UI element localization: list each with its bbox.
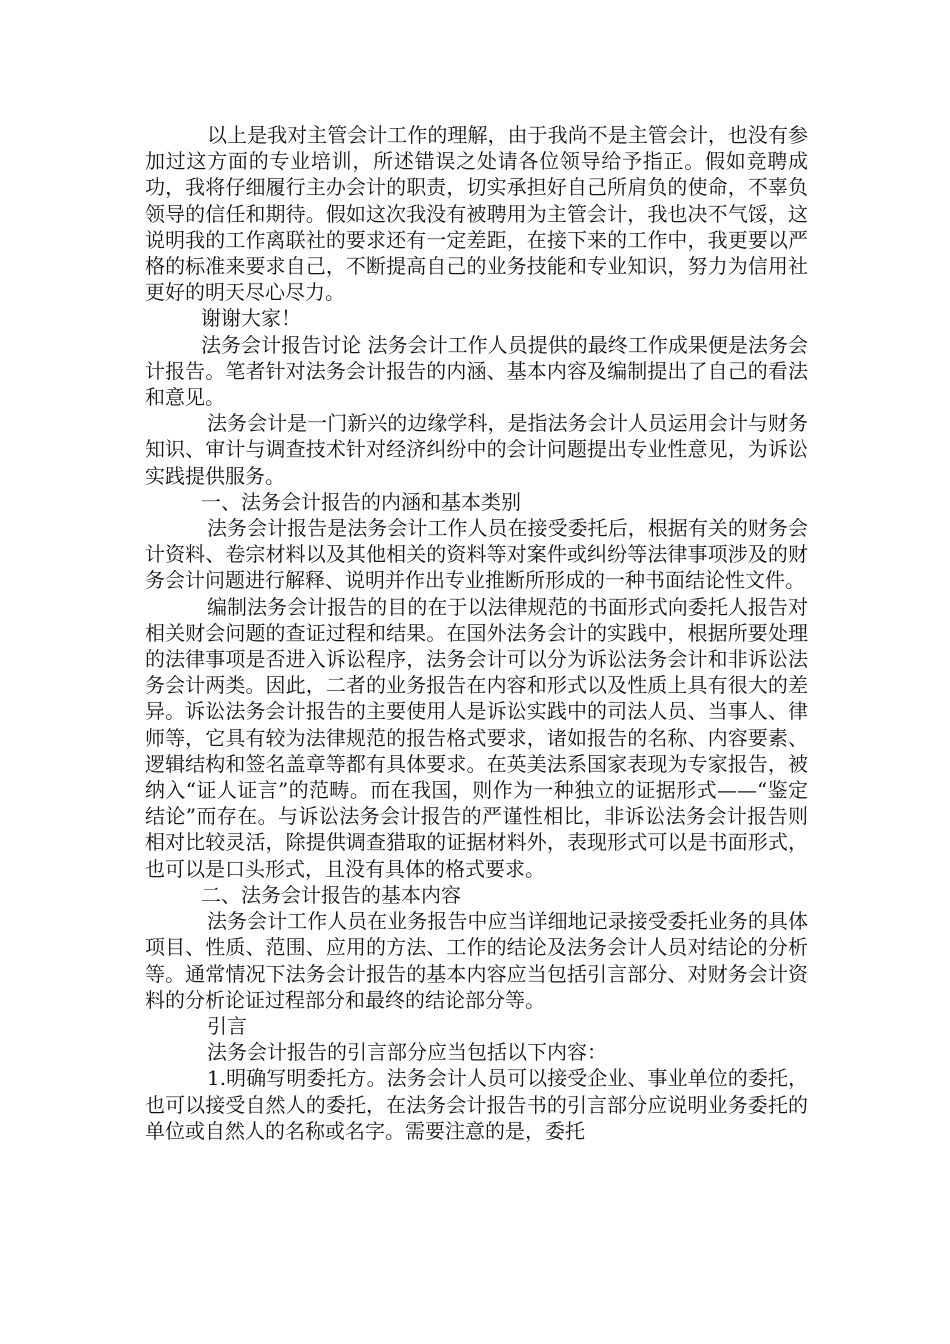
paragraph-basic-content: 法务会计工作人员在业务报告中应当详细地记录接受委托业务的具体项目、性质、范围、应用的方法、工作的结论及法务会计人员对结论的分析等。通常情况下法务会计报告的基本内容应当包括引言部分、对财务会计资料的分析论证过程部分和最终的结论部分等。 [145, 909, 808, 1012]
section-heading-2: 二、法务会计报告的基本内容 [201, 882, 461, 907]
section-heading-1: 一、法务会计报告的内涵和基本类别 [201, 489, 521, 514]
paragraph-item-1: 1.明确写明委托方。法务会计人员可以接受企业、事业单位的委托，也可以接受自然人的委托，在法务会计报告书的引言部分应说明业务委托的单位或自然人的名称或名字。需要注意的是，委托 [145, 1066, 808, 1143]
document-body [145, 122, 808, 1144]
paragraph-report-meaning: 法务会计报告是法务会计工作人员在接受委托后，根据有关的财务会计资料、卷宗材料以及其他相关的资料等对案件或纠纷等法律事项涉及的财务会计问题进行解释、说明并作出专业推断所形成的一种书面结论性文件。 [145, 516, 808, 593]
paragraph-report-purpose: 编制法务会计报告的目的在于以法律规范的书面形式向委托人报告对相关财会问题的查证过程和结果。在国外法务会计的实践中，根据所要处理的法律事项是否进入诉讼程序，法务会计可以分为诉讼法务会计和非诉讼法务会计两类。因此，二者的业务报告在内容和形式以及性质上具有很大的差异。诉讼法务会计报告的主要使用人是诉讼实践中的司法人员、当事人、律师等，它具有较为法律规范的报告格式要求，诸如报告的名称、内容要素、逻辑结构和签名盖章等都有具体要求。在英美法系国家表现为专家报告，被纳入“证人证言”的范畴。而在我国，则作为一种独立的证据形式——“鉴定结论”而存在。与诉讼法务会计报告的严谨性相比，非诉讼法务会计报告则相对比较灵活，除提供调查猎取的证据材料外，表现形式可以是书面形式，也可以是口头形式，且没有具体的格式要求。 [145, 594, 808, 881]
paragraph-closing-remarks: 以上是我对主管会计工作的理解，由于我尚不是主管会计，也没有参加过这方面的专业培训，所述错误之处请各位领导给予指正。假如竞聘成功，我将仔细履行主办会计的职责，切实承担好自己所肩负的使命，不辜负领导的信任和期待。假如这次我没有被聘用为主管会计，我也决不气馁，这说明我的工作离联社的要求还有一定差距，在接下来的工作中，我更要以严格的标准来要求自己，不断提高自己的业务技能和专业知识，努力为信用社更好的明天尽心尽力。 [145, 123, 808, 305]
paragraph-intro-contents: 法务会计报告的引言部分应当包括以下内容： [207, 1040, 607, 1065]
subheading-introduction: 引言 [207, 1013, 247, 1038]
paragraph-report-intro: 法务会计报告讨论 法务会计工作人员提供的最终工作成果便是法务会计报告。笔者针对法务会计报告的内涵、基本内容及编制提出了自己的看法和意见。 [145, 332, 808, 410]
paragraph-thanks: 谢谢大家！ [201, 306, 301, 331]
paragraph-definition: 法务会计是一门新兴的边缘学科，是指法务会计人员运用会计与财务知识、审计与调查技术针对经济纠纷中的会计问题提出专业性意见，为诉讼实践提供服务。 [145, 411, 808, 488]
